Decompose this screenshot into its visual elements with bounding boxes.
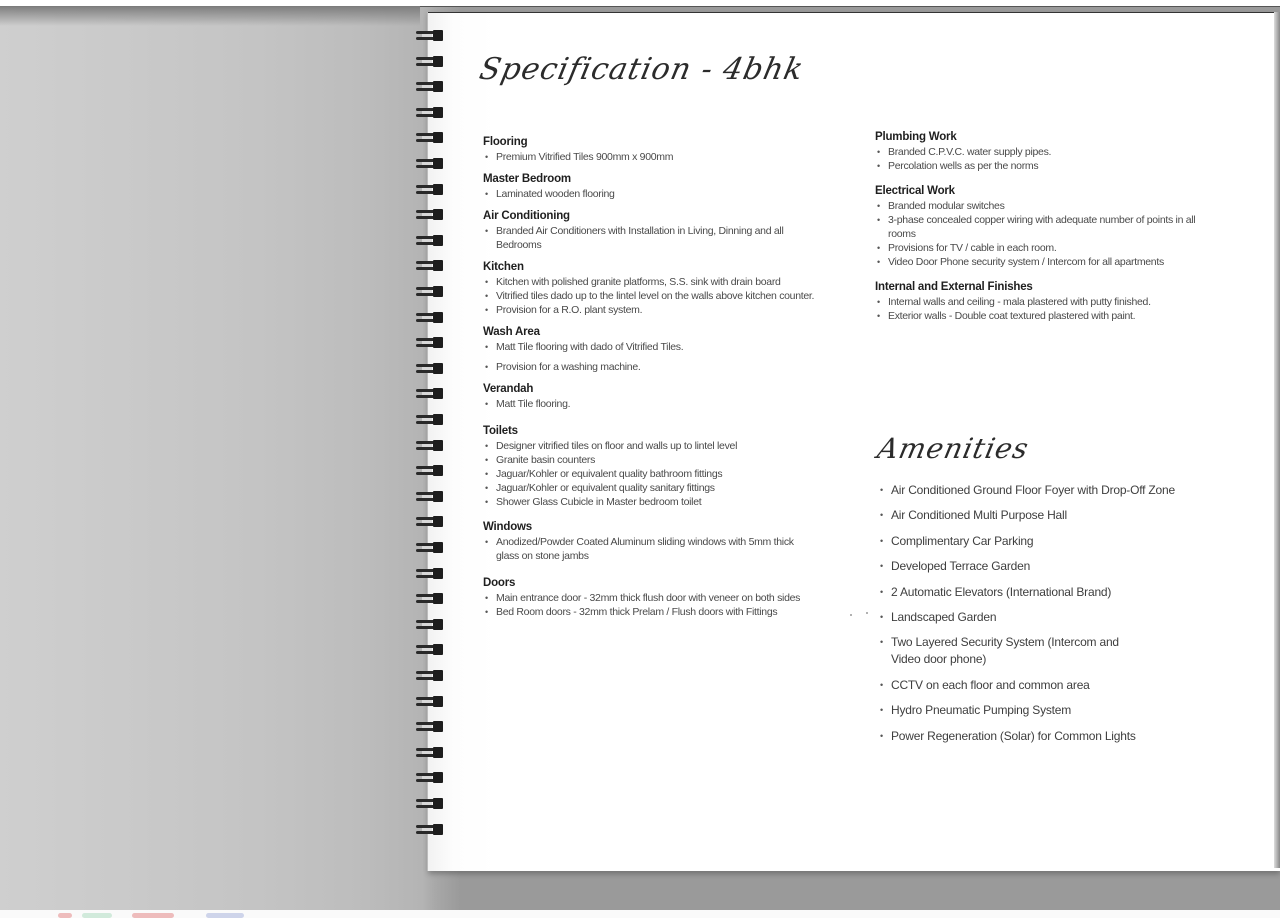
amenity-item: • Air Conditioned Multi Purpose Hall [879,507,1209,524]
list-item: • Laminated wooden flooring [483,187,863,201]
list-item: • Premium Vitrified Tiles 900mm x 900mm [483,150,863,164]
spiral-coil [416,235,442,246]
section-master-bedroom [483,173,863,201]
section-kitchen [483,261,863,317]
spiral-coil [416,772,442,783]
list-item: • Branded Air Conditioners with Installation in Living, Dinning and all Bedrooms [483,224,826,252]
spiral-coil [416,798,442,809]
amenity-item: • Complimentary Car Parking [879,533,1209,550]
spiral-coil [416,388,442,399]
section-heading: Plumbing Work [875,131,957,143]
spiral-coil [416,619,442,630]
spiral-coil [416,644,442,655]
list-item: • Vitrified tiles dado up to the lintel level on the walls above kitchen counter. [483,289,851,303]
scan-speck [850,614,852,616]
spiral-coil [416,542,442,553]
specification-right-column [875,131,1215,332]
list-item: • Branded modular switches [875,199,1215,213]
scan-speck [866,612,868,614]
spiral-coil [416,184,442,195]
list-item: • Branded C.P.V.C. water supply pipes. [875,145,1215,159]
spiral-coil [416,465,442,476]
spiral-coil [416,81,442,92]
spiral-coil [416,747,442,758]
spiral-coil [416,721,442,732]
list-item: • Jaguar/Kohler or equivalent quality sanitary fittings [483,481,863,495]
spiral-coil [416,132,442,143]
list-item: • Provisions for TV / cable in each room. [875,241,1215,255]
amenity-item: • 2 Automatic Elevators (International Brand) [879,584,1209,601]
section-doors [483,577,863,619]
list-item: • Granite basin counters [483,453,863,467]
section-heading: Toilets [483,425,518,437]
list-item: • Designer vitrified tiles on floor and walls up to lintel level [483,439,863,453]
amenity-item: • Developed Terrace Garden [879,558,1209,575]
section-windows [483,521,863,563]
spiral-coil [416,363,442,374]
color-blob [206,913,244,918]
specification-title: Specification - 4bhk [476,52,808,87]
list-item: • Matt Tile flooring. [483,397,863,411]
spiral-coil [416,56,442,67]
spiral-coil [416,696,442,707]
list-item: • Exterior walls - Double coat textured plastered with paint. [875,309,1215,323]
list-item: • Matt Tile flooring with dado of Vitrified Tiles. [483,340,863,354]
list-item: • Video Door Phone security system / Intercom for all apartments [875,255,1215,269]
section-heading: Flooring [483,136,528,148]
amenity-item: • Landscaped Garden [879,609,1209,626]
amenities-list [879,482,1209,753]
list-item: • Main entrance door - 32mm thick flush door with veneer on both sides [483,591,861,605]
spiral-coil [416,824,442,835]
spiral-coil [416,286,442,297]
list-item: • Shower Glass Cubicle in Master bedroom toilet [483,495,863,509]
section-air-conditioning [483,210,863,252]
spiral-coil [416,30,442,41]
section-heading: Kitchen [483,261,524,273]
list-item: • Anodized/Powder Coated Aluminum sliding windows with 5mm thick glass on stone jambs [483,535,816,563]
amenity-item: • Two Layered Security System (Intercom and Video door phone) [879,634,1151,668]
section-electrical-work [875,185,1215,269]
spiral-coil [416,158,442,169]
list-item: • Percolation wells as per the norms [875,159,1215,173]
spiral-binding [416,0,456,918]
section-flooring [483,136,863,164]
section-heading: Electrical Work [875,185,955,197]
section-heading: Windows [483,521,532,533]
section-plumbing-work [875,131,1215,173]
list-item: • Provision for a washing machine. [483,360,863,374]
spiral-coil [416,414,442,425]
scanner-top-shadow [0,6,420,26]
spiral-coil [416,209,442,220]
list-item: • Kitchen with polished granite platforms, S.S. sink with drain board [483,275,863,289]
spiral-coil [416,491,442,502]
spiral-coil [416,260,442,271]
section-heading: Master Bedroom [483,173,571,185]
list-item: • Internal walls and ceiling - mala plastered with putty finished. [875,295,1215,309]
specification-left-column [483,136,863,628]
spiral-coil [416,312,442,323]
amenity-item: • Air Conditioned Ground Floor Foyer with Drop-Off Zone [879,482,1209,499]
section-heading: Doors [483,577,516,589]
section-heading: Wash Area [483,326,540,338]
spiral-coil [416,568,442,579]
spiral-coil [416,670,442,681]
color-blob [58,913,72,918]
amenity-item: • CCTV on each floor and common area [879,677,1209,694]
amenities-title: Amenities [874,432,1032,465]
section-wash-area [483,326,863,374]
section-heading: Air Conditioning [483,210,570,222]
section-internal-external-finishes [875,281,1215,323]
list-item: • 3-phase concealed copper wiring with adequate number of points in all rooms [875,213,1198,241]
amenity-item: • Hydro Pneumatic Pumping System [879,702,1209,719]
color-blob [132,913,174,918]
amenity-item: • Power Regeneration (Solar) for Common Lights [879,728,1209,745]
spiral-coil [416,337,442,348]
list-item: • Bed Room doors - 32mm thick Prelam / Flush doors with Fittings [483,605,863,619]
section-verandah [483,383,863,411]
list-item: • Provision for a R.O. plant system. [483,303,863,317]
bottom-strip [0,910,1280,918]
section-heading: Verandah [483,383,534,395]
spiral-coil [416,593,442,604]
list-item: • Jaguar/Kohler or equivalent quality bathroom fittings [483,467,863,481]
spiral-coil [416,440,442,451]
section-heading: Internal and External Finishes [875,281,1033,293]
spiral-coil [416,516,442,527]
color-blob [82,913,112,918]
page-right-edge [1274,12,1280,868]
spiral-coil [416,107,442,118]
section-toilets [483,425,863,509]
